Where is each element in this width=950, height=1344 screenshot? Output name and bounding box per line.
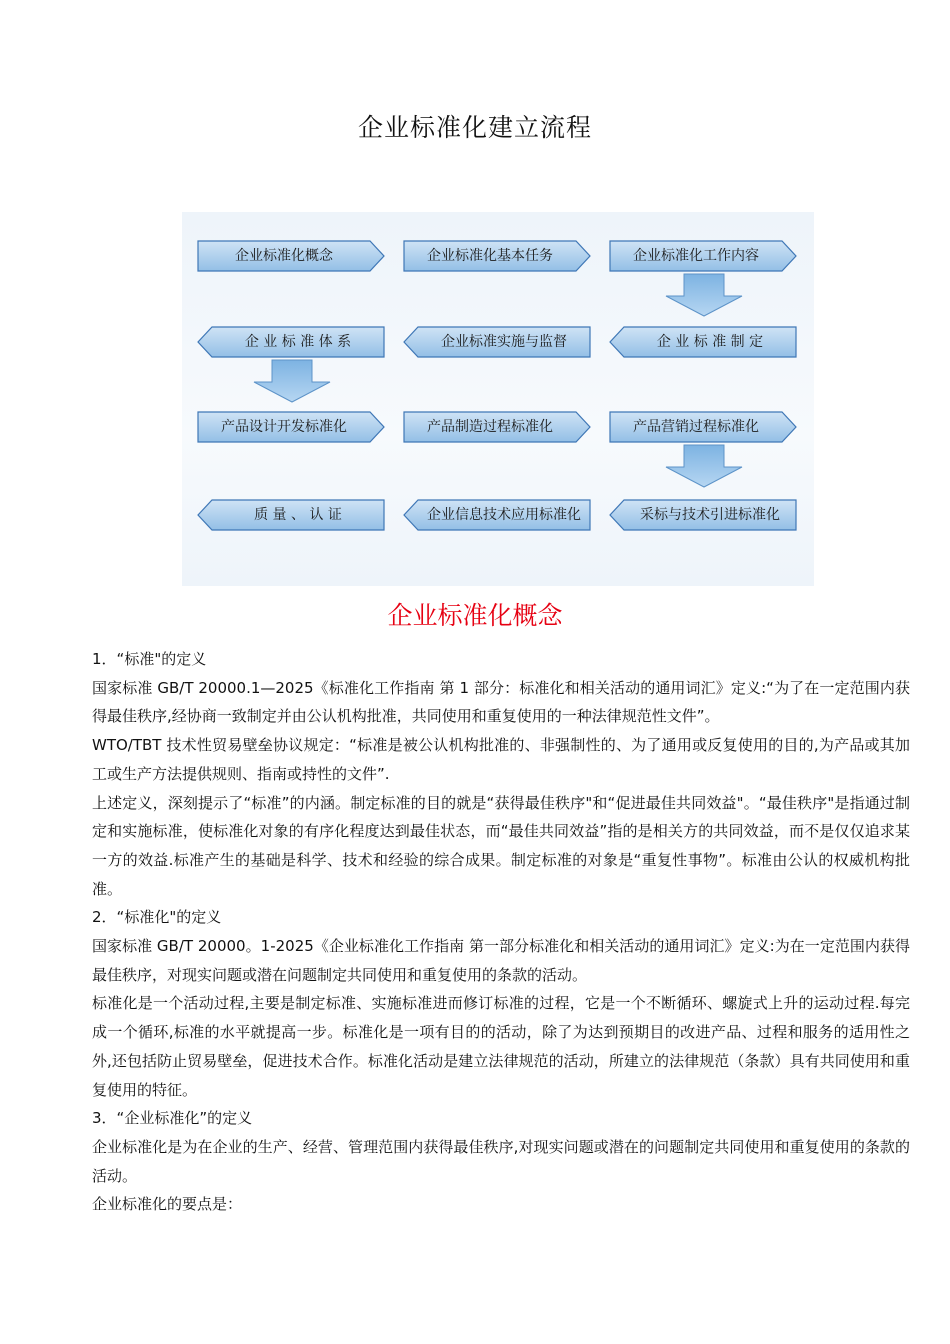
flow-step-label: 企业信息技术应用标准化 [427, 507, 581, 523]
down-arrow-icon [666, 445, 742, 487]
flow-step-label: 企业标准化概念 [235, 248, 333, 264]
section-heading: 企业标准化概念 [387, 601, 563, 630]
flow-step-label: 企 业 标 准 制 定 [656, 334, 764, 350]
flow-step-label: 企 业 标 准 体 系 [244, 334, 352, 350]
paragraph: 1．“标准"的定义 [92, 650, 207, 668]
flow-step-label: 产品制造过程标准化 [427, 419, 553, 435]
flow-step-label: 企业标准化工作内容 [633, 248, 759, 264]
down-arrow-icon [666, 274, 742, 316]
flow-step-label: 产品设计开发标准化 [221, 419, 347, 435]
flow-step-label: 企业标准化基本任务 [427, 248, 553, 264]
flow-step-label: 采标与技术引进标准化 [640, 507, 780, 523]
flowchart [182, 212, 814, 586]
flow-step-label: 企业标准实施与监督 [441, 334, 567, 350]
page-title: 企业标准化建立流程 [357, 113, 592, 142]
paragraph: 企业标准化是为在企业的生产、经营、管理范围内获得最佳秩序,对现实问题或潜在的问题制定共同使用和重复使用的条款的活动。 [92, 1137, 910, 1185]
down-arrow-icon [254, 360, 330, 402]
flow-step-label: 产品营销过程标准化 [633, 419, 759, 435]
paragraph: 国家标准 GB/T 20000。1-2025《企业标准化工作指南 第一部分标准化和相关活动的通用词汇》定义:为在一定范围内获得最佳秩序，对现实问题或潜在问题制定共同使用和重复使用的条款的活动。 [92, 937, 910, 984]
paragraph: 标准化是一个活动过程,主要是制定标准、实施标准进而修订标准的过程，它是一个不断循环、螺旋式上升的运动过程.每完成一个循环,标准的水平就提高一步。标准化是一项有目的的活动，除了为达到预期目的改进产品、过程和服务的适用性之外,还包括防止贸易壁垒，促进技术合作。标准化活动是建立法律规范的活动，所建立的法律规范（条款）具有共同使用和重复使用的特征。 [92, 994, 910, 1099]
paragraph: WTO/TBT 技术性贸易壁垒协议规定：“标准是被公认机构批准的、非强制性的、为了通用或反复使用的目的,为产品或其加工或生产方法提供规则、指南或持性的文件”. [92, 736, 910, 783]
paragraph: 上述定义，深刻提示了“标准”的内涵。制定标准的目的就是“获得最佳秩序"和“促进最佳共同效益"。“最佳秩序"是指通过制定和实施标准，使标准化对象的有序化程度达到最佳状态，而“最佳共同效益”指的是相关方的共同效益，而不是仅仅追求某一方的效益.标准产生的基础是科学、技术和经验的综合成果。制定标准的对象是“重复性事物”。标准由公认的权威机构批准。 [92, 793, 910, 898]
paragraph: 3．“企业标准化”的定义 [92, 1109, 253, 1128]
flow-step-label: 质 量 、 认 证 [254, 507, 342, 523]
body-text [92, 645, 910, 1219]
paragraph: 国家标准 GB/T 20000.1—2025《标准化工作指南 第 1 部分：标准化和相关活动的通用词汇》定义:“为了在一定范围内获得最佳秩序,经协商一致制定并由公认机构批准，共同使用和重复使用的一种法律规范性文件”。 [92, 678, 910, 726]
paragraph: 2．“标准化"的定义 [92, 908, 222, 927]
paragraph: 企业标准化的要点是： [92, 1195, 243, 1214]
